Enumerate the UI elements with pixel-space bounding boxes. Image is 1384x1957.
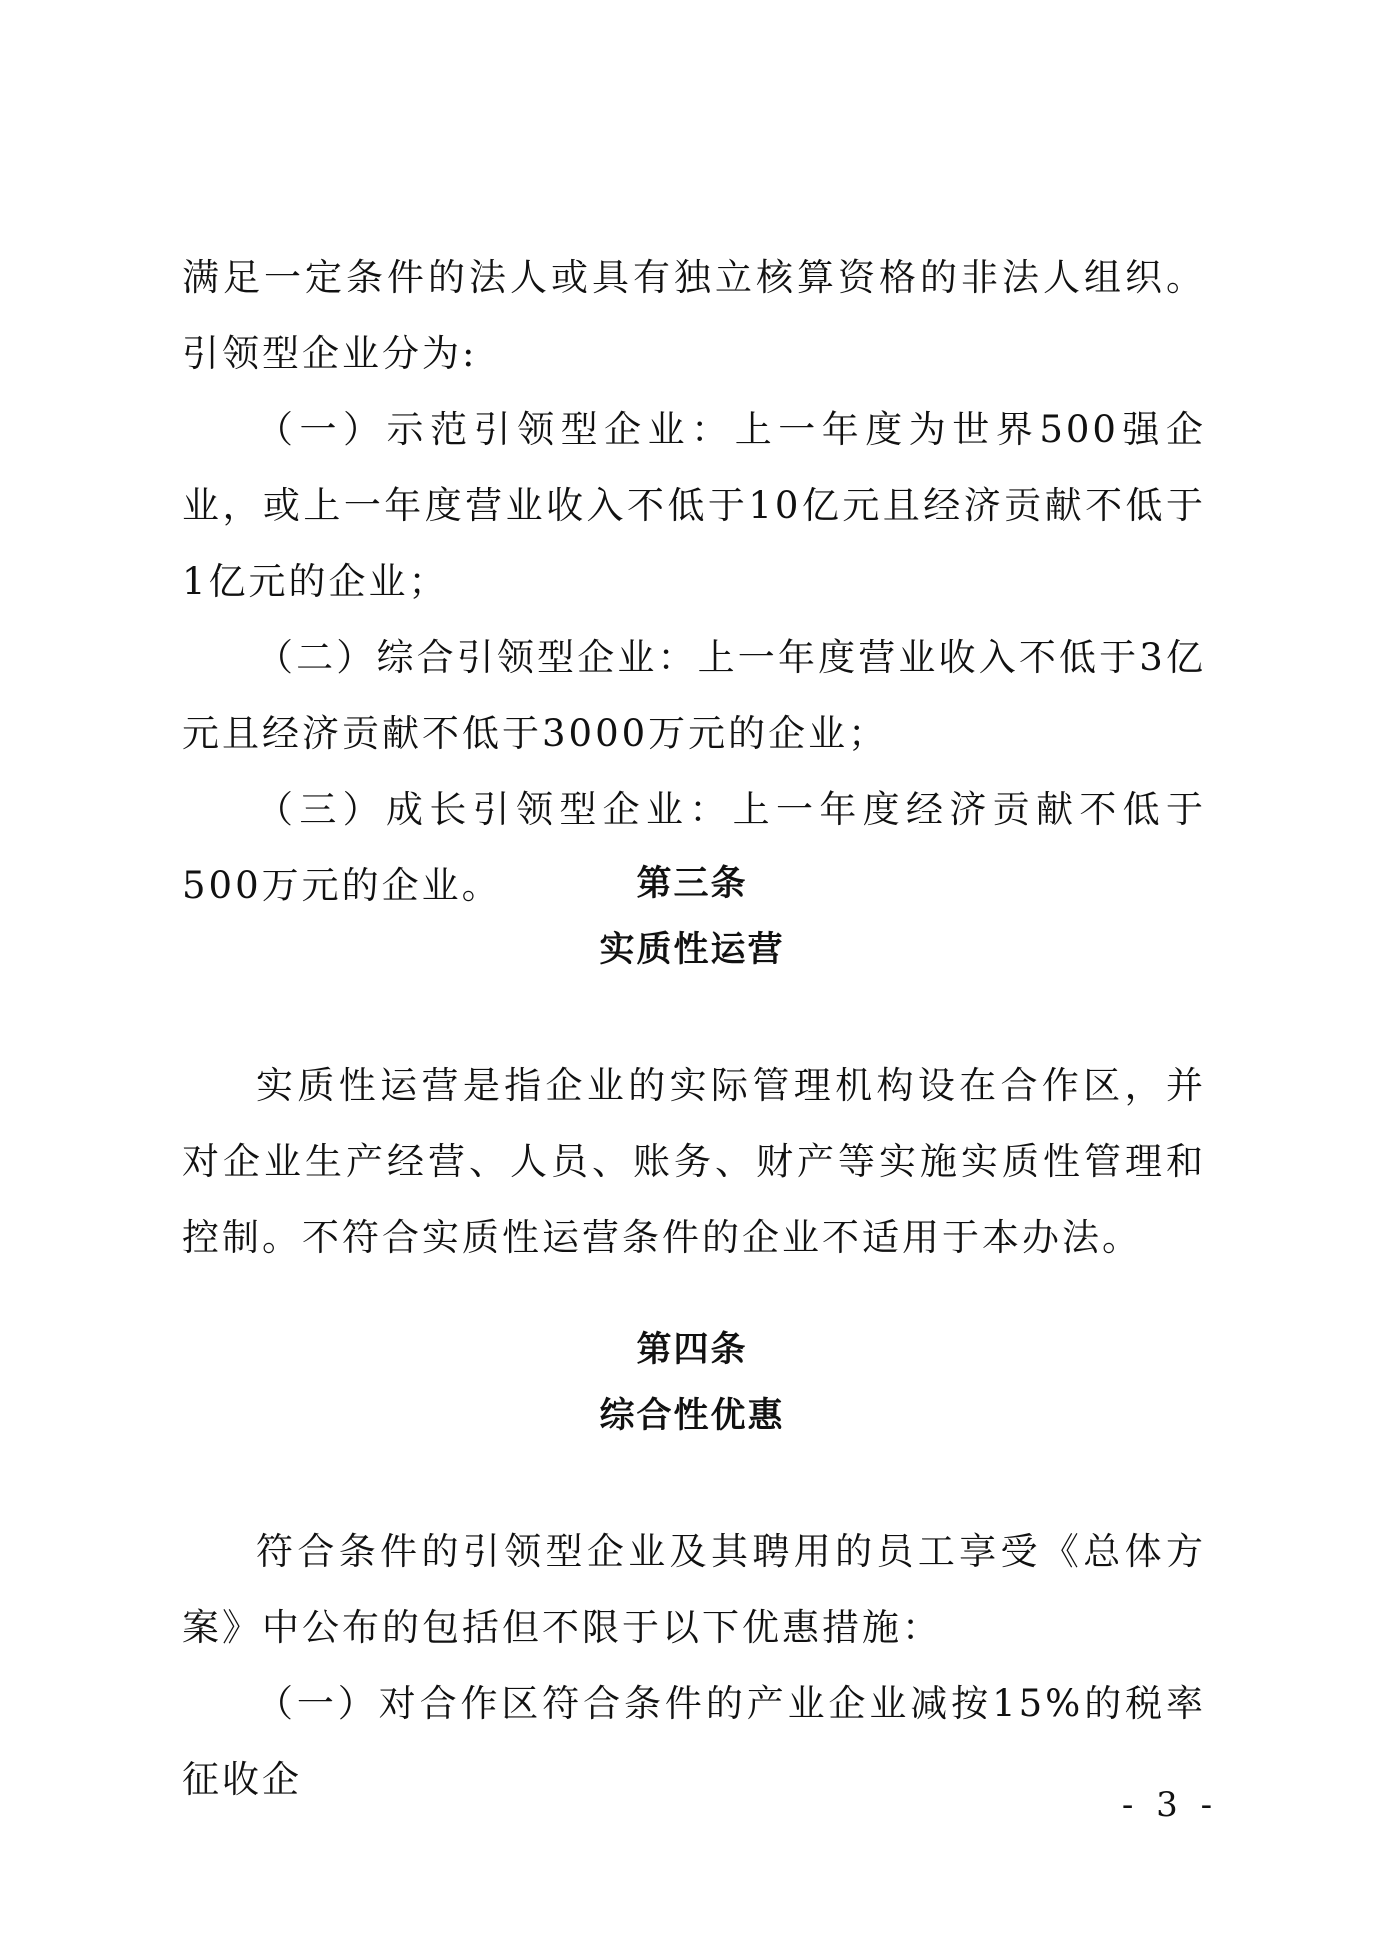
article-3-title: 实质性运营 <box>599 930 785 970</box>
article-3-text <box>182 1048 1206 1276</box>
article-4-body: 符合条件的引领型企业及其聘用的员工享受《总体方案》中公布的包括但不限于以下优惠措施： <box>182 1530 1206 1649</box>
list-item-demonstration-enterprise: （一）示范引领型企业：上一年度为世界500强企业，或上一年度营业收入不低于10亿元且经济贡献不低于1亿元的企业； <box>182 408 1206 603</box>
list-item-growth-enterprise: （三）成长引领型企业：上一年度经济贡献不低于500万元的企业。 <box>182 788 1206 907</box>
article-4-title: 综合性优惠 <box>599 1396 785 1436</box>
section-eligibility-text <box>182 240 1206 924</box>
page-number: - 3 - <box>1121 1785 1219 1825</box>
list-item-tax-rate: （一）对合作区符合条件的产业企业减按15%的税率征收企 <box>182 1682 1206 1801</box>
paragraph-continuation: 满足一定条件的法人或具有独立核算资格的非法人组织。引领型企业分为: <box>182 256 1206 375</box>
article-4-number: 第四条 <box>636 1330 748 1370</box>
list-item-comprehensive-enterprise: （二）综合引领型企业：上一年度营业收入不低于3亿元且经济贡献不低于3000万元的企业； <box>182 636 1206 755</box>
article-3-body: 实质性运营是指企业的实际管理机构设在合作区，并对企业生产经营、人员、账务、财产等实施实质性管理和控制。不符合实质性运营条件的企业不适用于本办法。 <box>182 1064 1206 1259</box>
article-4-text <box>182 1514 1206 1818</box>
article-3-number: 第三条 <box>636 864 748 904</box>
